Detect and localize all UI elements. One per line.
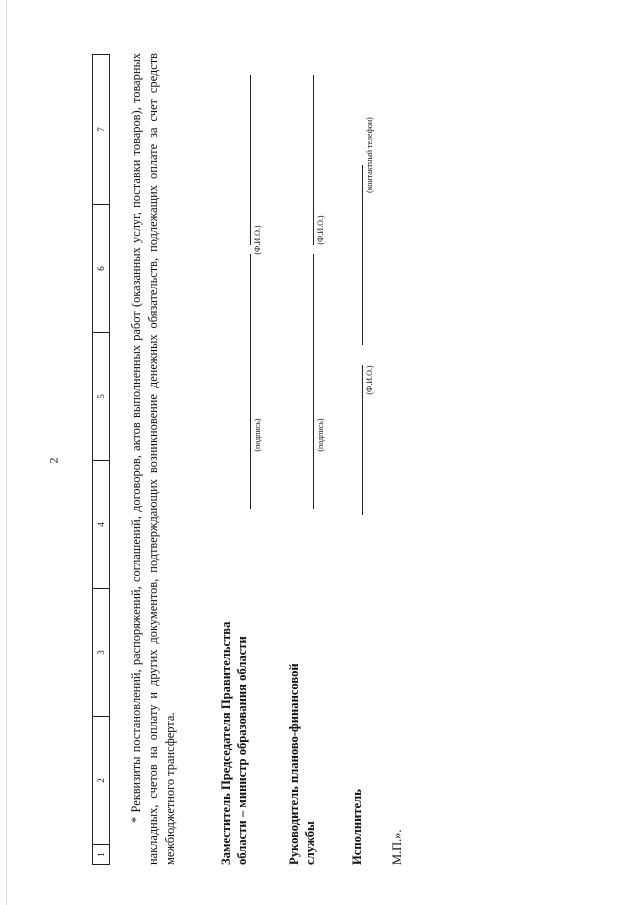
deputy-name-line [250, 75, 251, 245]
table-cell: 2 [93, 717, 110, 845]
stamp-place: М.П.». [390, 829, 404, 865]
deputy-name-caption: (Ф.И.О.) [253, 225, 262, 255]
finance-title [286, 565, 318, 865]
table-cell: 1 [93, 845, 110, 865]
executor-title: Исполнитель [350, 789, 364, 865]
footnote-text: * Реквизиты постановлений, распоряжений, соглашений, договоров, актов выполненных работ (оказанных услуг, поставки товаров), товарных накладных, счетов на оплату и других документов, подтверждающих возникновение денежных обязательств, подлежащих оплате за счет средств межбюджетного трансферта. [129, 53, 177, 865]
finance-signature-line [313, 254, 314, 509]
deputy-signature-line [250, 254, 251, 509]
deputy-title-line1: Заместитель Председателя Правительства [219, 621, 233, 865]
deputy-signature-caption: (подпись) [253, 418, 262, 452]
executor-name-caption: (Ф.И.О.) [365, 365, 374, 395]
table-cell: 3 [93, 589, 110, 717]
finance-signature-caption: (подпись) [316, 418, 325, 452]
deputy-title-line2: области – министр образования области [235, 636, 249, 865]
page-number: 2 [46, 457, 61, 464]
finance-title-line2: службы [303, 821, 317, 865]
finance-title-line1: Руководитель планово-финансовой [287, 663, 301, 865]
table-cell: 7 [93, 55, 110, 205]
table-cell: 6 [93, 205, 110, 333]
deputy-title [218, 565, 250, 865]
table-cell: 5 [93, 333, 110, 461]
footnote [128, 53, 179, 865]
executor-phone-line [362, 165, 363, 345]
finance-name-caption: (Ф.И.О.) [316, 215, 325, 245]
column-number-table [92, 54, 110, 865]
finance-name-line [313, 75, 314, 245]
table-row [93, 55, 110, 865]
table-cell: 4 [93, 461, 110, 589]
executor-name-line [362, 365, 363, 515]
executor-phone-caption: (контактный телефон) [365, 117, 374, 193]
